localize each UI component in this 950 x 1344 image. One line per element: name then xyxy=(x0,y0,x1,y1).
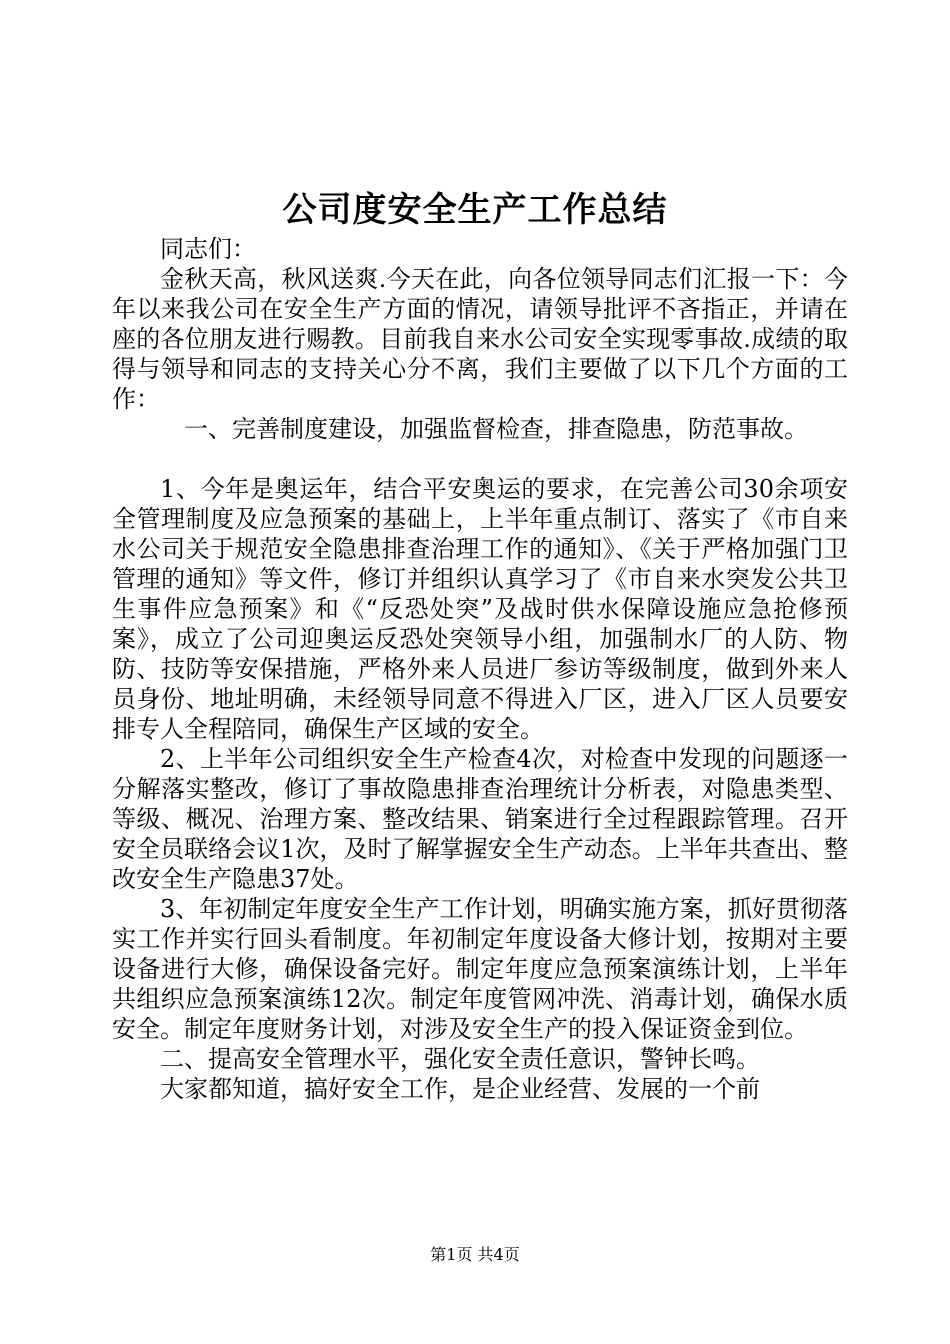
intro-paragraph: 金秋天高，秋风送爽.今天在此，向各位领导同志们汇报一下：今年以来我公司在安全生产方面的情况，请领导批评不吝指正，并请在座的各位朋友进行赐教。目前我自来水公司安全实现零事故.成绩的取得与领导和同志的支持关心分不离，我们主要做了以下几个方面的工作： xyxy=(112,265,848,413)
section-2-paragraph: 大家都知道，搞好安全工作，是企业经营、发展的一个前 xyxy=(160,1075,760,1103)
section-1-item-2: 2、上半年公司组织安全生产检查4次，对检查中发现的问题逐一分解落实整改，修订了事故隐患排查治理统计分析表，对隐患类型、等级、概况、治理方案、整改结果、销案进行全过程跟踪管理。召开安全员联络会议1次，及时了解掌握安全生产动态。上半年共查出、整改安全生产隐患37处。 xyxy=(112,745,848,893)
document-title: 公司度安全生产工作总结 xyxy=(282,190,668,230)
page-footer: 第1页 共4页 xyxy=(430,1245,520,1264)
section-1-item-3: 3、年初制定年度安全生产工作计划，明确实施方案，抓好贯彻落实工作并实行回头看制度。年初制定年度设备大修计划，按期对主要设备进行大修，确保设备完好。制定年度应急预案演练计划，上半年共组织应急预案演练12次。制定年度管网冲洗、消毒计划，确保水质安全。制定年度财务计划，对涉及安全生产的投入保证资金到位。 xyxy=(112,895,848,1043)
document-body xyxy=(112,234,848,1104)
section-2-heading: 二、提高安全管理水平，强化安全责任意识，警钟长鸣。 xyxy=(160,1045,760,1073)
section-1-heading: 一、完善制度建设，加强监督检查，排查隐患，防范事故。 xyxy=(184,415,808,443)
salutation: 同志们： xyxy=(160,235,256,263)
section-1-item-1: 1、今年是奥运年，结合平安奥运的要求，在完善公司30余项安全管理制度及应急预案的基础上，上半年重点制订、落实了《市自来水公司关于规范安全隐患排查治理工作的通知》、《关于严格加强门卫管理的通知》等文件，修订并组织认真学习了《市自来水突发公共卫生事件应急预案》和《“反恐处突”及战时供水保障设施应急抢修预案》，成立了公司迎奥运反恐处突领导小组，加强制水厂的人防、物防、技防等安保措施，严格外来人员进厂参访等级制度，做到外来人员身份、地址明确，未经领导同意不得进入厂区，进入厂区人员要安排专人全程陪同，确保生产区域的安全。 xyxy=(112,475,848,743)
blank-line xyxy=(112,444,848,474)
